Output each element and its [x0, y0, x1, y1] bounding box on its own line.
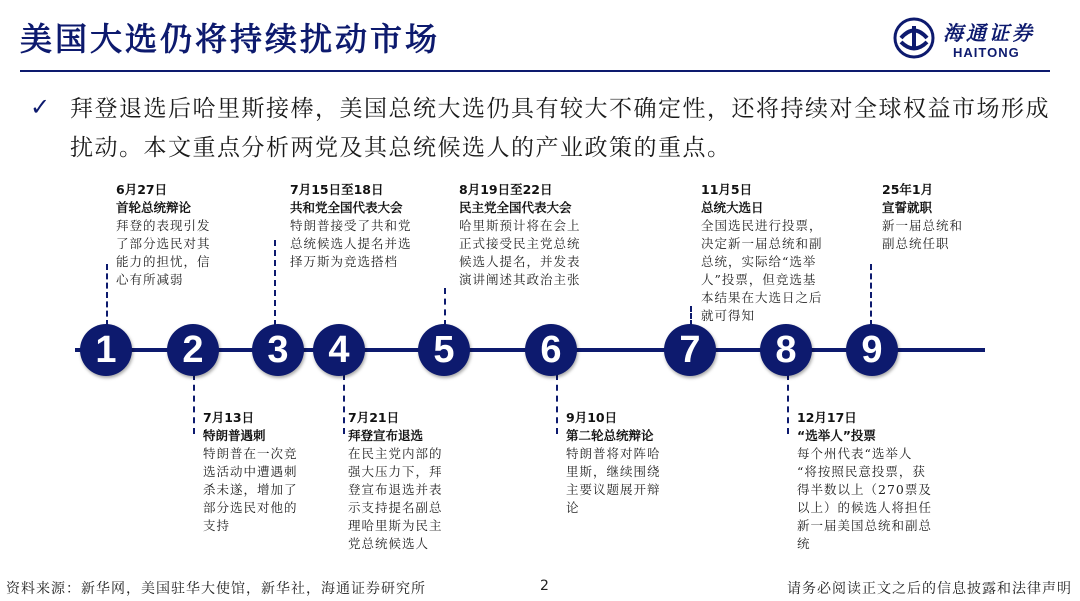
event-text-line: 能力的担忧，信 [116, 254, 211, 269]
event-date: 7月21日 [348, 410, 400, 425]
timeline-node-2: 2 [167, 324, 219, 376]
event-text-line: 副总统任职 [882, 236, 950, 251]
event-text-line: 杀未遂，增加了 [203, 482, 298, 497]
title-divider [20, 70, 1050, 72]
event-title: 拜登宣布退选 [348, 428, 424, 443]
event-title: 宣誓就职 [882, 200, 933, 215]
event-title: 共和党全国代表大会 [290, 200, 403, 215]
timeline-node-5: 5 [418, 324, 470, 376]
event-text-line: 特朗普将对阵哈 [566, 446, 661, 461]
event-text-line: 理哈里斯为民主 [348, 518, 443, 533]
event-text-line: 支持 [203, 518, 231, 533]
timeline-node-9: 9 [846, 324, 898, 376]
event-title: 总统大选日 [701, 200, 764, 215]
event-3 [290, 181, 445, 271]
event-text-line: 心有所减弱 [116, 272, 184, 287]
event-text-line: 示支持提名副总 [348, 500, 443, 515]
check-icon: ✓ [30, 93, 51, 121]
timeline-node-8: 8 [760, 324, 812, 376]
event-date: 25年1月 [882, 182, 934, 197]
connector-5 [444, 288, 446, 326]
event-date: 7月13日 [203, 410, 255, 425]
event-text-line: 选活动中遭遇刺 [203, 464, 298, 479]
haitong-logo-mark-icon [893, 17, 935, 59]
event-date: 9月10日 [566, 410, 618, 425]
event-text-line: 本结果在大选日之后 [701, 290, 823, 305]
connector-6 [556, 374, 558, 434]
timeline-node-6: 6 [525, 324, 577, 376]
event-text-line: 主要议题展开辩 [566, 482, 661, 497]
event-text-line: 特朗普在一次竞 [203, 446, 298, 461]
event-title: “选举人”投票 [797, 428, 876, 443]
event-4 [348, 409, 473, 553]
event-text-line: 登宣布退选并表 [348, 482, 443, 497]
event-text-line: 统 [797, 536, 811, 551]
event-8 [797, 409, 962, 553]
logo-chinese-text: 海通证券 [943, 21, 1035, 45]
event-text-line: 部分选民对他的 [203, 500, 298, 515]
haitong-logo [893, 15, 1053, 65]
event-text-line: 得半数以上（270票及 [797, 482, 932, 497]
event-text-line: 全国选民进行投票， [701, 218, 823, 233]
event-text-line: 特朗普接受了共和党 [290, 218, 412, 233]
event-text-line: 总统候选人提名并选 [290, 236, 412, 251]
connector-8 [787, 374, 789, 434]
page-title: 美国大选仍将持续扰动市场 [20, 20, 441, 58]
connector-7 [690, 306, 692, 326]
connector-4 [343, 374, 345, 434]
event-text-line: 决定新一届总统和副 [701, 236, 823, 251]
disclaimer-note: 请务必阅读正文之后的信息披露和法律声明 [787, 581, 1072, 597]
event-date: 7月15日至18日 [290, 182, 384, 197]
event-text-line: 候选人提名，并发表 [459, 254, 581, 269]
connector-9 [870, 264, 872, 326]
intro-paragraph: 拜登退选后哈里斯接棒，美国总统大选仍具有较大不确定性，还将持续对全球权益市场形成扰动。本文重点分析两党及其总统候选人的产业政策的重点。 [70, 96, 1050, 161]
event-6 [566, 409, 691, 517]
event-date: 6月27日 [116, 182, 168, 197]
event-text-line: 择万斯为竞选搭档 [290, 254, 399, 269]
event-date: 11月5日 [701, 182, 753, 197]
event-text-line: 在民主党内部的 [348, 446, 443, 461]
connector-3 [274, 240, 276, 326]
event-text-line: 就可得知 [701, 308, 756, 323]
source-note: 资料来源：新华网，美国驻华大使馆，新华社，海通证券研究所 [6, 581, 426, 597]
event-text-line: 论 [566, 500, 580, 515]
event-date: 12月17日 [797, 410, 857, 425]
event-text-line: 里斯，继续围绕 [566, 464, 661, 479]
connector-1 [106, 264, 108, 326]
timeline-node-1: 1 [80, 324, 132, 376]
event-title: 首轮总统辩论 [116, 200, 192, 215]
event-text-line: 总统，实际给“选举 [701, 254, 817, 269]
event-date: 8月19日至22日 [459, 182, 553, 197]
event-text-line: 拜登的表现引发 [116, 218, 211, 233]
event-title: 特朗普遇刺 [203, 428, 266, 443]
event-text-line: 以上）的候选人将担任 [797, 500, 933, 515]
event-text-line: 党总统候选人 [348, 536, 430, 551]
event-title: 第二轮总统辩论 [566, 428, 654, 443]
event-text-line: 新一届美国总统和副总 [797, 518, 933, 533]
page-number: 2 [540, 578, 549, 594]
event-7 [701, 181, 851, 325]
event-text-line: 人”投票，但竞选基 [701, 272, 817, 287]
event-title: 民主党全国代表大会 [459, 200, 572, 215]
event-text-line: 演讲阐述其政治主张 [459, 272, 581, 287]
timeline-node-7: 7 [664, 324, 716, 376]
event-1 [116, 181, 246, 289]
event-text-line: “将按照民意投票，获 [797, 464, 926, 479]
event-text-line: 了部分选民对其 [116, 236, 211, 251]
logo-english-text: HAITONG [953, 45, 1020, 60]
connector-2 [193, 374, 195, 434]
event-5 [459, 181, 619, 289]
timeline-node-4: 4 [313, 324, 365, 376]
timeline-node-3: 3 [252, 324, 304, 376]
event-text-line: 新一届总统和 [882, 218, 964, 233]
event-text-line: 正式接受民主党总统 [459, 236, 581, 251]
event-text-line: 每个州代表“选举人 [797, 446, 913, 461]
event-text-line: 强大压力下，拜 [348, 464, 443, 479]
event-9 [882, 181, 1002, 253]
event-2 [203, 409, 328, 535]
event-text-line: 哈里斯预计将在会上 [459, 218, 581, 233]
